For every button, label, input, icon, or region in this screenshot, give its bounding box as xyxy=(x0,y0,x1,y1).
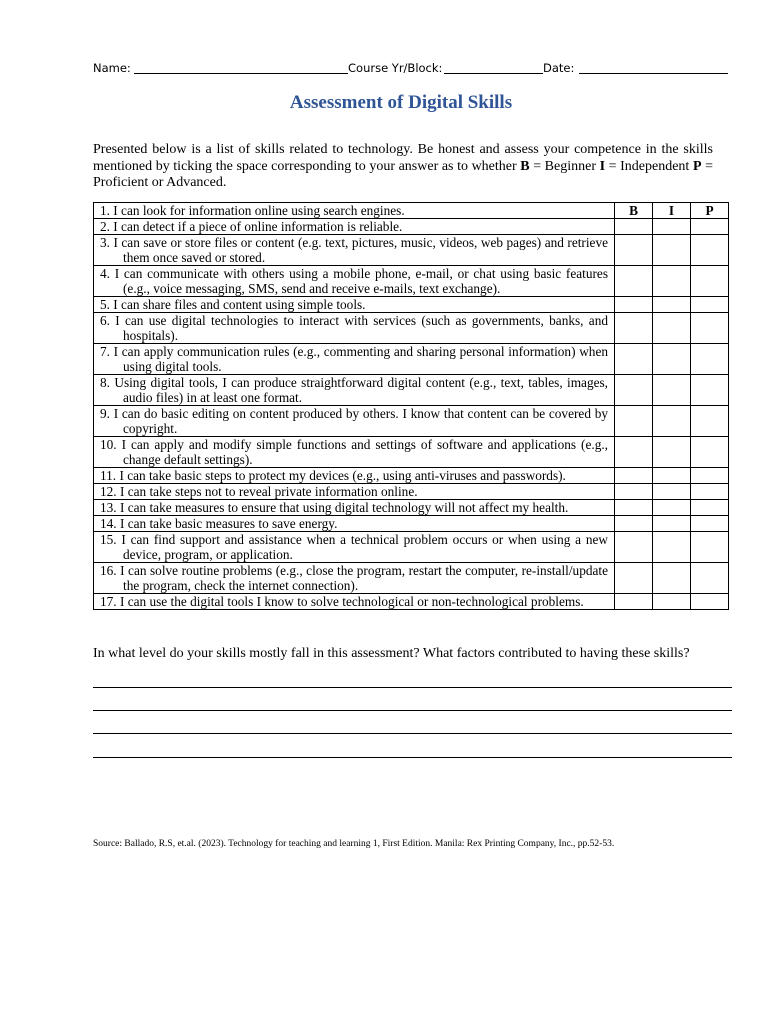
independent-checkbox[interactable] xyxy=(653,500,691,516)
proficient-checkbox[interactable] xyxy=(691,297,729,313)
table-row xyxy=(94,406,729,437)
independent-checkbox[interactable] xyxy=(653,516,691,532)
skill-text: 1. I can look for information online using search engines. xyxy=(100,203,405,218)
table-row xyxy=(94,203,729,219)
independent-checkbox[interactable] xyxy=(653,235,691,266)
answer-line[interactable] xyxy=(93,687,732,688)
proficient-checkbox[interactable] xyxy=(691,437,729,468)
beginner-checkbox[interactable] xyxy=(615,406,653,437)
beginner-checkbox[interactable] xyxy=(615,500,653,516)
skill-cell xyxy=(94,468,615,484)
course-label: Course Yr/Block: xyxy=(348,61,443,75)
proficient-checkbox[interactable] xyxy=(691,468,729,484)
proficient-checkbox[interactable] xyxy=(691,375,729,406)
table-row xyxy=(94,563,729,594)
skill-cell xyxy=(94,219,615,235)
skill-text: 12. I can take steps not to reveal private information online. xyxy=(100,484,418,499)
skill-text: 7. I can apply communication rules (e.g., commenting and sharing personal information) when using digital tools. xyxy=(100,344,608,374)
proficient-key: P xyxy=(692,158,702,174)
beginner-checkbox[interactable] xyxy=(615,219,653,235)
table-row xyxy=(94,344,729,375)
independent-text: = Independent xyxy=(605,158,693,174)
answer-line[interactable] xyxy=(93,757,732,758)
independent-checkbox[interactable] xyxy=(653,266,691,297)
beginner-checkbox[interactable] xyxy=(615,563,653,594)
table-row xyxy=(94,468,729,484)
skill-text: 14. I can take basic measures to save energy. xyxy=(100,516,338,531)
proficient-checkbox[interactable] xyxy=(691,484,729,500)
table-row xyxy=(94,594,729,610)
independent-key: I xyxy=(599,158,606,174)
column-header-proficient: P xyxy=(691,203,729,219)
table-row xyxy=(94,532,729,563)
independent-checkbox[interactable] xyxy=(653,594,691,610)
beginner-checkbox[interactable] xyxy=(615,516,653,532)
beginner-checkbox[interactable] xyxy=(615,297,653,313)
proficient-checkbox[interactable] xyxy=(691,406,729,437)
skill-cell xyxy=(94,406,615,437)
beginner-checkbox[interactable] xyxy=(615,468,653,484)
proficient-checkbox[interactable] xyxy=(691,219,729,235)
skill-text: 5. I can share files and content using simple tools. xyxy=(100,297,366,312)
skill-cell xyxy=(94,235,615,266)
skill-text: 9. I can do basic editing on content produced by others. I know that content can be covered by copyright. xyxy=(100,406,608,436)
proficient-checkbox[interactable] xyxy=(691,563,729,594)
proficient-checkbox[interactable] xyxy=(691,500,729,516)
table-row xyxy=(94,375,729,406)
reflection-question: In what level do your skills mostly fall in this assessment? What factors contributed to having these skills? xyxy=(93,646,690,661)
skill-cell xyxy=(94,437,615,468)
independent-checkbox[interactable] xyxy=(653,313,691,344)
independent-checkbox[interactable] xyxy=(653,468,691,484)
independent-checkbox[interactable] xyxy=(653,344,691,375)
beginner-checkbox[interactable] xyxy=(615,437,653,468)
beginner-checkbox[interactable] xyxy=(615,484,653,500)
skill-cell xyxy=(94,516,615,532)
skill-cell xyxy=(94,297,615,313)
instructions-paragraph xyxy=(93,142,713,192)
answer-line[interactable] xyxy=(93,710,732,711)
skills-table xyxy=(93,202,729,610)
table-row xyxy=(94,297,729,313)
independent-checkbox[interactable] xyxy=(653,484,691,500)
beginner-checkbox[interactable] xyxy=(615,266,653,297)
table-row xyxy=(94,266,729,297)
skill-text: 6. I can use digital technologies to interact with services (such as governments, banks, and hospitals). xyxy=(100,313,608,343)
intro-text: Presented below is a list of skills related to technology. Be honest and assess your competence in the skills mentioned by ticking the space corresponding to your answer as to whether xyxy=(93,142,713,174)
skill-text: 2. I can detect if a piece of online information is reliable. xyxy=(100,219,403,234)
beginner-checkbox[interactable] xyxy=(615,313,653,344)
proficient-checkbox[interactable] xyxy=(691,344,729,375)
proficient-checkbox[interactable] xyxy=(691,594,729,610)
skill-cell xyxy=(94,344,615,375)
proficient-text: = Proficient or Advanced. xyxy=(93,158,713,190)
table-row xyxy=(94,313,729,344)
column-header-beginner: B xyxy=(615,203,653,219)
skill-text: 17. I can use the digital tools I know to solve technological or non-technological problems. xyxy=(100,594,584,609)
skill-cell xyxy=(94,594,615,610)
date-label: Date: xyxy=(543,61,575,75)
course-blank[interactable] xyxy=(444,73,543,74)
beginner-key: B xyxy=(520,158,530,174)
proficient-checkbox[interactable] xyxy=(691,266,729,297)
beginner-checkbox[interactable] xyxy=(615,532,653,563)
beginner-checkbox[interactable] xyxy=(615,375,653,406)
proficient-checkbox[interactable] xyxy=(691,516,729,532)
column-header-independent: I xyxy=(653,203,691,219)
date-blank[interactable] xyxy=(579,73,728,74)
beginner-checkbox[interactable] xyxy=(615,594,653,610)
source-citation: Source: Ballado, R.S, et.al. (2023). Technology for teaching and learning 1, First Edition. Manila: Rex Printing Company, Inc., pp.52-53. xyxy=(93,839,615,849)
independent-checkbox[interactable] xyxy=(653,563,691,594)
proficient-checkbox[interactable] xyxy=(691,532,729,563)
skill-text: 3. I can save or store files or content (e.g. text, pictures, music, videos, web pages) and retrieve them once saved or stored. xyxy=(100,235,608,265)
skill-text: 11. I can take basic steps to protect my devices (e.g., using anti-viruses and passwords). xyxy=(100,468,566,483)
skill-cell xyxy=(94,313,615,344)
skill-cell xyxy=(94,484,615,500)
independent-checkbox[interactable] xyxy=(653,406,691,437)
skill-cell xyxy=(94,375,615,406)
proficient-checkbox[interactable] xyxy=(691,235,729,266)
independent-checkbox[interactable] xyxy=(653,437,691,468)
table-row xyxy=(94,484,729,500)
skill-text: 10. I can apply and modify simple functions and settings of software and applications (e.g., change default settings). xyxy=(100,437,608,467)
table-row xyxy=(94,516,729,532)
answer-line[interactable] xyxy=(93,733,732,734)
table-row xyxy=(94,219,729,235)
beginner-text: = Beginner xyxy=(529,158,600,174)
skill-text: 13. I can take measures to ensure that using digital technology will not affect my health. xyxy=(100,500,569,515)
skill-text: 16. I can solve routine problems (e.g., close the program, restart the computer, re-install/update the program, check the internet connection). xyxy=(100,563,608,593)
beginner-checkbox[interactable] xyxy=(615,235,653,266)
skill-text: 4. I can communicate with others using a mobile phone, e-mail, or chat using basic features (e.g., voice messaging, SMS, send and receive e-mails, text exchange). xyxy=(100,266,608,296)
skill-text: 8. Using digital tools, I can produce straightforward digital content (e.g., text, tables, images, audio files) in at least one format. xyxy=(100,375,608,405)
independent-checkbox[interactable] xyxy=(653,297,691,313)
student-info-line xyxy=(93,61,733,77)
name-label: Name: xyxy=(93,61,131,75)
independent-checkbox[interactable] xyxy=(653,532,691,563)
table-row xyxy=(94,437,729,468)
beginner-checkbox[interactable] xyxy=(615,344,653,375)
skill-cell xyxy=(94,266,615,297)
skill-cell xyxy=(94,203,615,219)
independent-checkbox[interactable] xyxy=(653,219,691,235)
proficient-checkbox[interactable] xyxy=(691,313,729,344)
independent-checkbox[interactable] xyxy=(653,375,691,406)
table-row xyxy=(94,235,729,266)
skill-cell xyxy=(94,500,615,516)
page-title: Assessment of Digital Skills xyxy=(289,92,513,113)
skill-cell xyxy=(94,563,615,594)
table-row xyxy=(94,500,729,516)
skill-text: 15. I can find support and assistance when a technical problem occurs or when using a new device, program, or application. xyxy=(100,532,608,562)
name-blank[interactable] xyxy=(134,73,348,74)
skill-cell xyxy=(94,532,615,563)
